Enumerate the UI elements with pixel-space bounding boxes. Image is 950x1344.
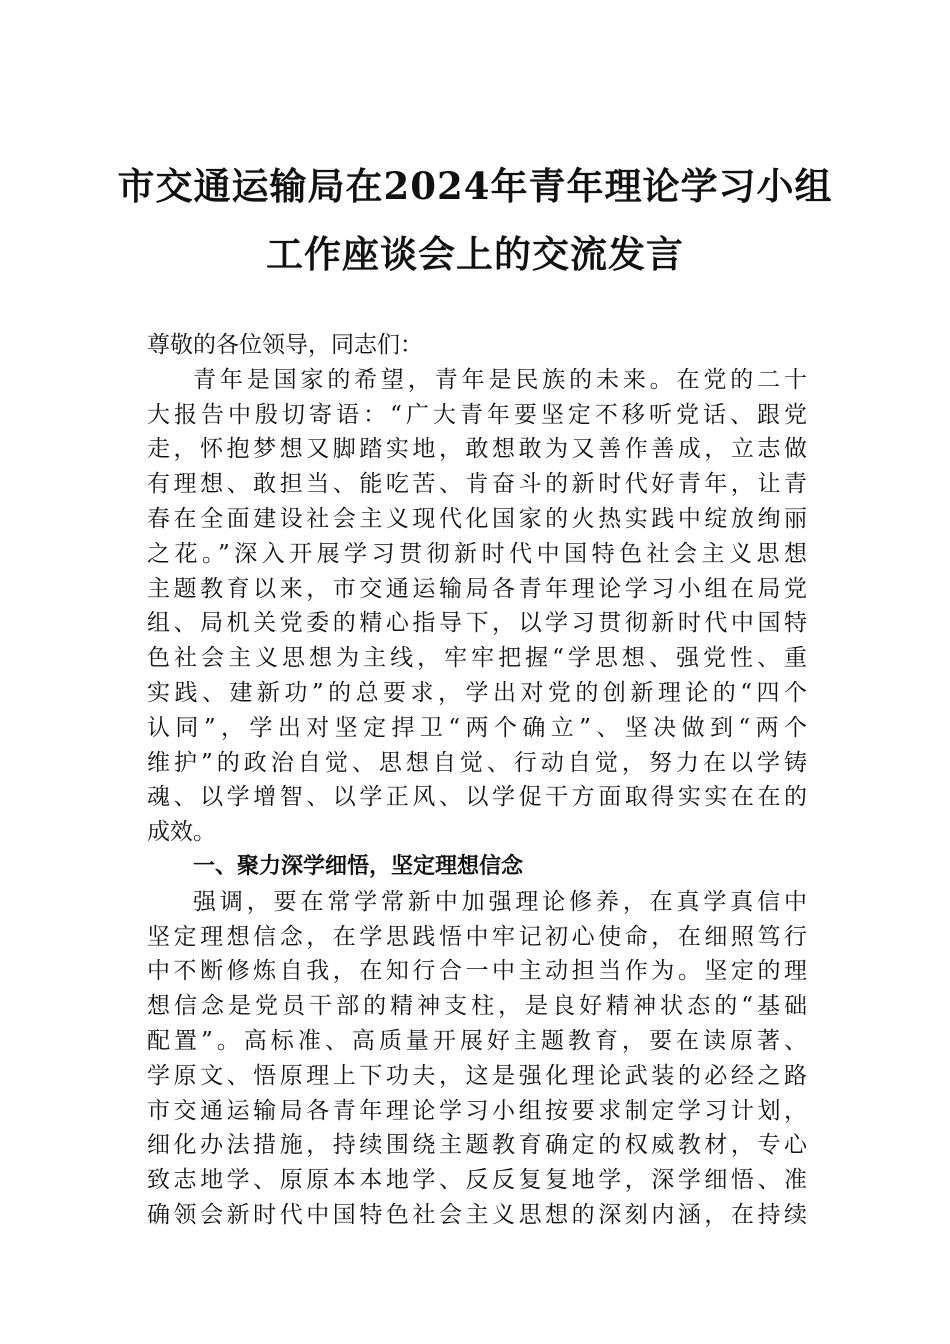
salutation: 尊敬的各位领导，同志们： xyxy=(147,332,423,358)
section-heading-1: 一、聚力深学细悟，坚定理想信念 xyxy=(193,853,524,879)
paragraph-1-line: 主题教育以来，市交通运输局各青年理论学习小组在局党 xyxy=(147,575,807,602)
paragraph-1-line: 春在全面建设社会主义现代化国家的火热实践中绽放绚丽 xyxy=(147,505,807,532)
document-title-line-1: 市交通运输局在2024年青年理论学习小组 xyxy=(117,164,833,208)
paragraph-2-line: 配置”。高标准、高质量开展好主题教育，要在读原著、 xyxy=(147,1027,807,1054)
paragraph-2-line: 坚定理想信念，在学思践悟中牢记初心使命，在细照笃行 xyxy=(147,923,807,950)
paragraph-1-line: 成效。 xyxy=(147,819,216,846)
paragraph-2-line: 学原文、悟原理上下功夫，这是强化理论武装的必经之路 xyxy=(147,1062,807,1089)
paragraph-2-line: 中不断修炼自我，在知行合一中主动担当作为。坚定的理 xyxy=(147,958,807,985)
paragraph-2-line: 想信念是党员干部的精神支柱，是良好精神状态的“基础 xyxy=(147,993,807,1020)
paragraph-2-line: 细化办法措施，持续围绕主题教育确定的权威教材，专心 xyxy=(147,1132,807,1159)
paragraph-2-line: 致志地学、原原本本地学、反反复复地学，深学细悟、准 xyxy=(147,1167,807,1194)
paragraph-1-line: 青年是国家的希望，青年是民族的未来。在党的二十 xyxy=(193,366,807,393)
paragraph-1-line: 大报告中殷切寄语：“广大青年要坚定不移听党话、跟党 xyxy=(147,401,807,428)
paragraph-1-line: 走，怀抱梦想又脚踏实地，敢想敢为又善作善成，立志做 xyxy=(147,436,807,463)
paragraph-1-line: 魂、以学增智、以学正风、以学促干方面取得实实在在的 xyxy=(147,784,807,811)
paragraph-1-line: 维护”的政治自觉、思想自觉、行动自觉，努力在以学铸 xyxy=(147,749,807,776)
paragraph-1-line: 认同”，学出对坚定捍卫“两个确立”、坚决做到“两个 xyxy=(147,714,807,741)
document-title-line-2: 工作座谈会上的交流发言 xyxy=(266,232,684,276)
paragraph-2-line: 强调，要在常学常新中加强理论修养，在真学真信中 xyxy=(193,888,807,915)
paragraph-1-line: 之花。”深入开展学习贯彻新时代中国特色社会主义思想 xyxy=(147,540,807,567)
paragraph-1-line: 实践、建新功”的总要求，学出对党的创新理论的“四个 xyxy=(147,679,807,706)
paragraph-1-line: 色社会主义思想为主线，牢牢把握“学思想、强党性、重 xyxy=(147,645,807,672)
paragraph-2-line: 市交通运输局各青年理论学习小组按要求制定学习计划， xyxy=(147,1097,807,1124)
paragraph-2-line: 确领会新时代中国特色社会主义思想的深刻内涵，在持续 xyxy=(147,1201,807,1228)
document-body xyxy=(147,328,807,1233)
paragraph-1-line: 有理想、敢担当、能吃苦、肯奋斗的新时代好青年，让青 xyxy=(147,471,807,498)
paragraph-1-line: 组、局机关党委的精心指导下，以学习贯彻新时代中国特 xyxy=(147,610,807,637)
